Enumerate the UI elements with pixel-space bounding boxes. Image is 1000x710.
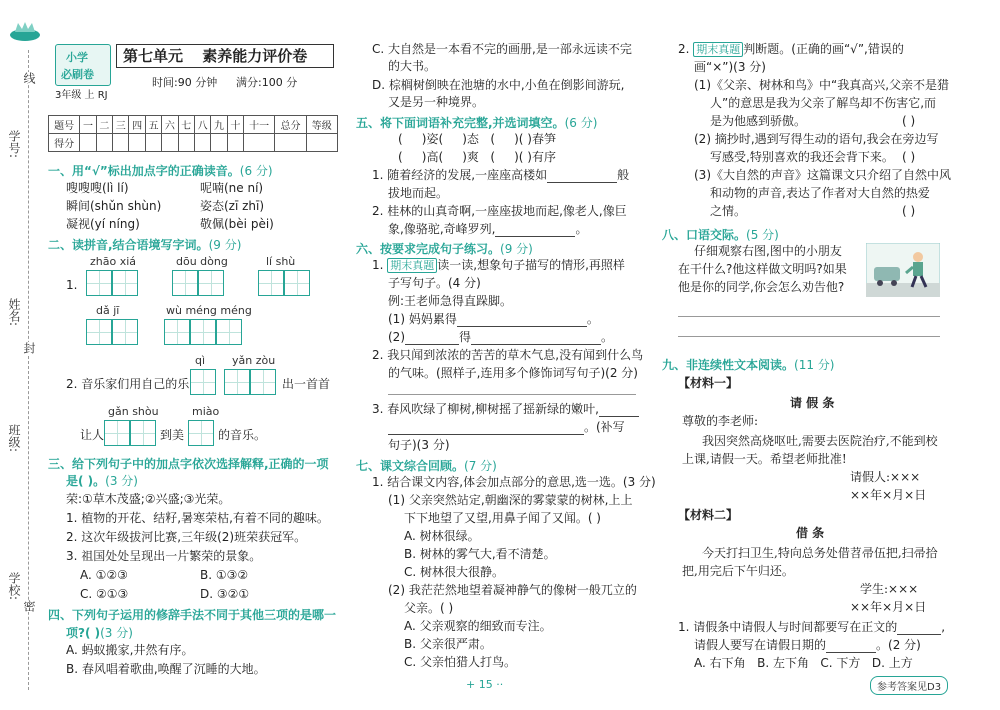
borrow-note-body: 今天打扫卫生,特向总务处借苕帚伍把,扫帚拾 [702, 546, 938, 560]
judge-2-cont: 写感受,特别喜欢的我还会背下来。 [710, 150, 894, 164]
crown-logo-icon [8, 20, 42, 42]
q7-sub-2-option-b[interactable]: B. 父亲很严肃。 [404, 637, 492, 651]
q2-sentence: 到美 [160, 428, 185, 442]
q8-prompt: 在干什么?他这样做文明吗?如果 [678, 262, 847, 276]
blank[interactable] [826, 640, 876, 653]
binding-dash-line [28, 50, 29, 690]
q3-sentence: 2. 这次年级拔河比赛,三年级(2)班荣获冠军。 [66, 530, 307, 544]
score-cell[interactable] [244, 134, 275, 152]
q3-option-a[interactable]: A. ①②③ [80, 568, 128, 582]
q4-heading: 四、下列句子运用的修辞手法不同于其他三项的是哪一 [48, 608, 337, 622]
logo-top-text: 小学 [66, 51, 88, 64]
blank[interactable] [471, 332, 601, 345]
q5-sentence: 2. 桂林的山真奇啊,一座座拔地而起,像老人,像巨 [372, 204, 627, 218]
q4-option-d-cont: 又是另一种境界。 [388, 95, 485, 109]
q8-prompt: 仔细观察右图,图中的小朋友 [694, 244, 842, 258]
q5-heading: 五、将下面词语补充完整,并选词填空。(6 分) [356, 116, 598, 130]
score-cell[interactable] [306, 134, 337, 152]
q4-option-a[interactable]: A. 蚂蚁搬家,井然有序。 [66, 643, 194, 657]
char-box[interactable] [190, 319, 216, 345]
score-header: 八 [194, 116, 210, 134]
score-cell[interactable] [129, 134, 145, 152]
q6-task-1-cont: 子写句子。(4 分) [388, 276, 481, 290]
score-cell[interactable] [162, 134, 178, 152]
score-header: 等级 [306, 116, 337, 134]
judge-1-cont: 是为他感到骄傲。 [710, 114, 807, 128]
score-header: 四 [129, 116, 145, 134]
pinyin: gǎn shòu [108, 405, 159, 418]
q6-heading: 六、按要求完成句子练习。(9 分) [356, 242, 533, 256]
q3-sentence: 1. 植物的开花、结籽,暑寒荣枯,有着不同的趣味。 [66, 511, 329, 525]
q2-sentence: 的音乐。 [218, 428, 267, 442]
score-cell[interactable] [80, 134, 96, 152]
q1-item[interactable]: 瞬间(shǔn shùn) [66, 199, 162, 213]
q6-fill-1: (1) 妈妈累得 。 [388, 312, 599, 326]
score-cell[interactable] [194, 134, 210, 152]
q2-number: 1. [66, 278, 78, 292]
score-header: 十 [227, 116, 243, 134]
q3-option-d[interactable]: D. ③②① [200, 587, 250, 601]
leave-note-date: ××年×月×日 [850, 488, 927, 502]
blank[interactable] [547, 170, 617, 183]
score-cell[interactable] [96, 134, 112, 152]
full-score: 满分:100 分 [236, 76, 298, 89]
q7-sub-1-option-a[interactable]: A. 树林很绿。 [404, 529, 480, 543]
q9-option-c[interactable]: C. 下方 [820, 656, 861, 670]
q4-option-b[interactable]: B. 春风唱着歌曲,唤醒了沉睡的大地。 [66, 662, 266, 676]
q9-task-1: 1. 请假条中请假人与时间都要写在正文的 , [678, 620, 946, 634]
exam-tag: 期末真题 [693, 42, 743, 57]
q6-task-3-cont: 。(补写 [388, 420, 625, 435]
judge-3-answer[interactable]: ( ) [902, 204, 916, 218]
char-box[interactable] [86, 270, 112, 296]
q3-sentence: 3. 祖国处处呈现出一片繁荣的景象。 [66, 549, 262, 563]
q1-item[interactable]: 敬佩(bèi pèi) [200, 217, 274, 231]
char-box[interactable] [190, 369, 216, 395]
school-label: 学校: [7, 572, 21, 601]
q5-sentence-cont: 象,像骆驼,奇峰罗列, 。 [388, 222, 588, 236]
q3-definition: 荣:①草木茂盛;②兴盛;③光荣。 [66, 492, 231, 506]
score-cell[interactable] [227, 134, 243, 152]
q7-sub-1-option-b[interactable]: B. 树林的雾气大,看不清楚。 [404, 547, 556, 561]
q6-task-3-pts: 句子)(3 分) [388, 438, 450, 452]
q7-task-2: 2. 期末真题 判断题。(正确的画“√”,错误的 [678, 42, 904, 56]
q3-option-c[interactable]: C. ②①③ [80, 587, 129, 601]
q5-word-row: ( )姿( )态 ( )( )春笋 [398, 132, 556, 146]
q7-sub-2-option-a[interactable]: A. 父亲观察的细致而专注。 [404, 619, 552, 633]
judge-2: (2) 摘抄时,遇到写得生动的语句,我会在旁边写 [694, 132, 939, 146]
q8-prompt: 他是你的同学,你会怎么劝告他? [678, 280, 845, 294]
blank[interactable] [405, 332, 459, 345]
q3-option-b[interactable]: B. ①③② [200, 568, 249, 582]
char-box[interactable] [284, 270, 310, 296]
q6-task-2-cont: 的气味。(照样子,连用多个修饰词写句子)(2 分) [388, 366, 638, 380]
pinyin: yǎn zòu [232, 354, 276, 367]
borrow-note-body: 把,用完后下午归还。 [682, 564, 794, 578]
leave-note-title: 请 假 条 [790, 396, 835, 410]
q9-option-a[interactable]: A. 右下角 [694, 656, 746, 670]
class-label: 班级: [7, 424, 21, 453]
q4-heading-cont: 项?( )(3 分) [66, 626, 133, 640]
score-header: 二 [96, 116, 112, 134]
q1-item[interactable]: 嗖嗖嗖(lì lí) [66, 181, 129, 195]
q7-sub-1-cont: 下下地望了又望,用鼻子闻了又闻。( ) [404, 511, 601, 525]
answer-reference: 参考答案见D3 [870, 676, 948, 695]
q4-option-d[interactable]: D. 棕榈树倒映在池塘的水中,小鱼在倒影间游玩, [372, 78, 625, 92]
q1-heading: 一、用“√”标出加点字的正确读音。(6 分) [48, 164, 273, 178]
q4-option-c[interactable]: C. 大自然是一本看不完的画册,是一部永远读不完 [372, 42, 632, 56]
blank[interactable] [495, 224, 575, 237]
q7-sub-1: (1) 父亲突然站定,朝幽深的雾蒙蒙的树林,上上 [388, 493, 633, 507]
char-box[interactable] [164, 319, 190, 345]
q9-option-b[interactable]: B. 左下角 [757, 656, 809, 670]
binding-mark-feng: 封 [22, 342, 36, 354]
score-cell[interactable] [275, 134, 306, 152]
q9-options [694, 656, 913, 671]
q1-item[interactable]: 姿态(zī zhī) [200, 199, 265, 213]
char-box[interactable] [130, 420, 156, 446]
q7-heading: 七、课文综合回顾。(7 分) [356, 459, 497, 473]
q7-task-2-cont: 画“×”)(3 分) [694, 60, 766, 74]
score-table [48, 115, 338, 152]
leave-note-greeting: 尊敬的李老师: [682, 414, 759, 428]
q7-sub-2-cont: 父亲。( ) [404, 601, 454, 615]
q7-task-1: 1. 结合课文内容,体会加点部分的意思,选一选。(3 分) [372, 475, 656, 489]
binding-mark-xian: 线 [22, 72, 36, 84]
score-cell[interactable] [113, 134, 129, 152]
score-header: 六 [162, 116, 178, 134]
pinyin: dǎ jī [96, 304, 120, 317]
q1-item[interactable]: 凝视(yí níng) [66, 217, 140, 231]
char-box[interactable] [198, 270, 224, 296]
score-cell[interactable] [211, 134, 227, 152]
char-box[interactable] [188, 420, 214, 446]
char-box[interactable] [104, 420, 130, 446]
q9-task-1-cont: 请假人要写在请假日期的 。(2 分) [694, 638, 921, 652]
q6-task-2: 2. 我只闻到浓浓的苦苦的草木气息,没有闻到什么鸟 [372, 348, 644, 362]
pinyin: dōu dòng [176, 255, 228, 268]
q6-task-3: 3. 春风吹绿了柳树,柳树摇了摇新绿的嫩叶, [372, 402, 639, 417]
q2-sentence: 2. 音乐家们用自己的乐 [66, 377, 190, 391]
q2-sentence: 让人 [80, 428, 105, 442]
judge-3: (3)《大自然的声音》这篇课文只介绍了自然中风 [694, 168, 951, 182]
char-box[interactable] [86, 319, 112, 345]
q8-heading: 八、口语交际。(5 分) [662, 228, 779, 242]
q6-fill-2: (2) 得 。 [388, 330, 614, 344]
time-limit: 时间:90 分钟 [152, 76, 218, 89]
material-2-label: 【材料二】 [678, 508, 739, 522]
q7-sub-1-option-c[interactable]: C. 树林很大很静。 [404, 565, 505, 579]
student-name-label: 姓名: [7, 298, 21, 327]
score-header: 总分 [275, 116, 306, 134]
char-box[interactable] [216, 319, 242, 345]
student-number-label: 学号: [7, 130, 21, 159]
blank[interactable] [897, 622, 941, 635]
q1-item[interactable]: 呢喃(ne ní) [200, 181, 264, 195]
score-header: 题号 [49, 116, 80, 134]
answer-line[interactable] [678, 336, 940, 337]
score-header: 五 [145, 116, 161, 134]
q9-heading: 九、非连续性文本阅读。(11 分) [662, 358, 835, 372]
borrow-note-signer: 学生:××× [860, 582, 919, 596]
pinyin: wù méng méng [166, 304, 252, 317]
q3-heading-cont: 是( )。(3 分) [66, 474, 138, 488]
judge-3-cont: 和动物的声音,表达了作者对大自然的热爱 [710, 186, 930, 200]
pinyin: qì [195, 354, 206, 367]
borrow-note-date: ××年×月×日 [850, 600, 927, 614]
q7-sub-2-option-c[interactable]: C. 父亲怕猎人打鸟。 [404, 655, 517, 669]
score-cell[interactable] [145, 134, 161, 152]
q5-sentence: 1. 随着经济的发展,一座座高楼如 般 [372, 168, 630, 182]
leave-note-body: 我因突然高烧呕吐,需要去医院治疗,不能到校 [702, 434, 938, 448]
blank[interactable] [388, 422, 584, 435]
q5-word-row: ( )高( )爽 ( )( )有序 [398, 150, 556, 164]
pinyin: miào [192, 405, 220, 418]
exam-title [116, 44, 334, 68]
score-header: 三 [113, 116, 129, 134]
judge-3-cont: 之情。 [710, 204, 747, 218]
blank[interactable] [599, 404, 639, 417]
char-box[interactable] [112, 319, 138, 345]
scene-illustration [866, 243, 940, 297]
answer-line[interactable] [678, 316, 940, 317]
blank[interactable] [457, 314, 587, 327]
char-box[interactable] [224, 369, 250, 395]
char-box[interactable] [258, 270, 284, 296]
char-box[interactable] [250, 369, 276, 395]
char-box[interactable] [172, 270, 198, 296]
exam-name: 素养能力评价卷 [202, 47, 308, 65]
page-number: + 15 ·· [466, 678, 504, 691]
q2-heading: 二、读拼音,结合语境写字词。(9 分) [48, 238, 242, 252]
q4-option-c-cont: 的大书。 [388, 59, 437, 73]
q2-sentence: 出一首首 [282, 377, 331, 391]
q6-task-1: 1. 期末真题 读一读,想象句子描写的情形,再照样 [372, 258, 625, 272]
brand-logo [55, 44, 111, 86]
grade-label: 3年级 上 RJ [55, 90, 108, 101]
judge-1: (1)《父亲、树林和鸟》中“我真高兴,父亲不是猎 [694, 78, 950, 92]
char-box[interactable] [112, 270, 138, 296]
leave-note-signer: 请假人:××× [850, 470, 921, 484]
judge-1-answer[interactable]: ( ) [902, 114, 916, 128]
q9-option-d[interactable]: D. 上方 [871, 656, 913, 670]
material-1-label: 【材料一】 [678, 376, 739, 390]
unit-name: 第七单元 [123, 47, 184, 65]
judge-2-answer[interactable]: ( ) [902, 150, 916, 164]
score-row-label: 得分 [49, 134, 80, 152]
exam-tag: 期末真题 [387, 258, 437, 273]
score-header: 九 [211, 116, 227, 134]
binding-mark-mi: 密 [22, 600, 36, 612]
pinyin: lí shù [266, 255, 296, 268]
pinyin: zhāo xiá [90, 255, 137, 268]
binding-strip [0, 0, 46, 710]
score-cell[interactable] [178, 134, 194, 152]
leave-note-body: 上课,请假一天。希望老师批准! [682, 452, 847, 466]
judge-1-cont: 人”的意思是我为父亲了解鸟却不伤害它,而 [710, 96, 937, 110]
logo-bottom-text: 必刷卷 [61, 68, 94, 81]
score-header: 七 [178, 116, 194, 134]
q6-example: 例:王老师急得直跺脚。 [388, 294, 513, 308]
score-header: 十一 [244, 116, 275, 134]
borrow-note-title: 借 条 [796, 526, 825, 540]
q3-heading: 三、给下列句子中的加点字依次选择解释,正确的一项 [48, 457, 329, 471]
q7-sub-2: (2) 我茫茫然地望着凝神静气的像树一般兀立的 [388, 583, 637, 597]
score-header: 一 [80, 116, 96, 134]
answer-line[interactable] [388, 394, 636, 395]
q5-sentence-cont: 拔地而起。 [388, 186, 449, 200]
